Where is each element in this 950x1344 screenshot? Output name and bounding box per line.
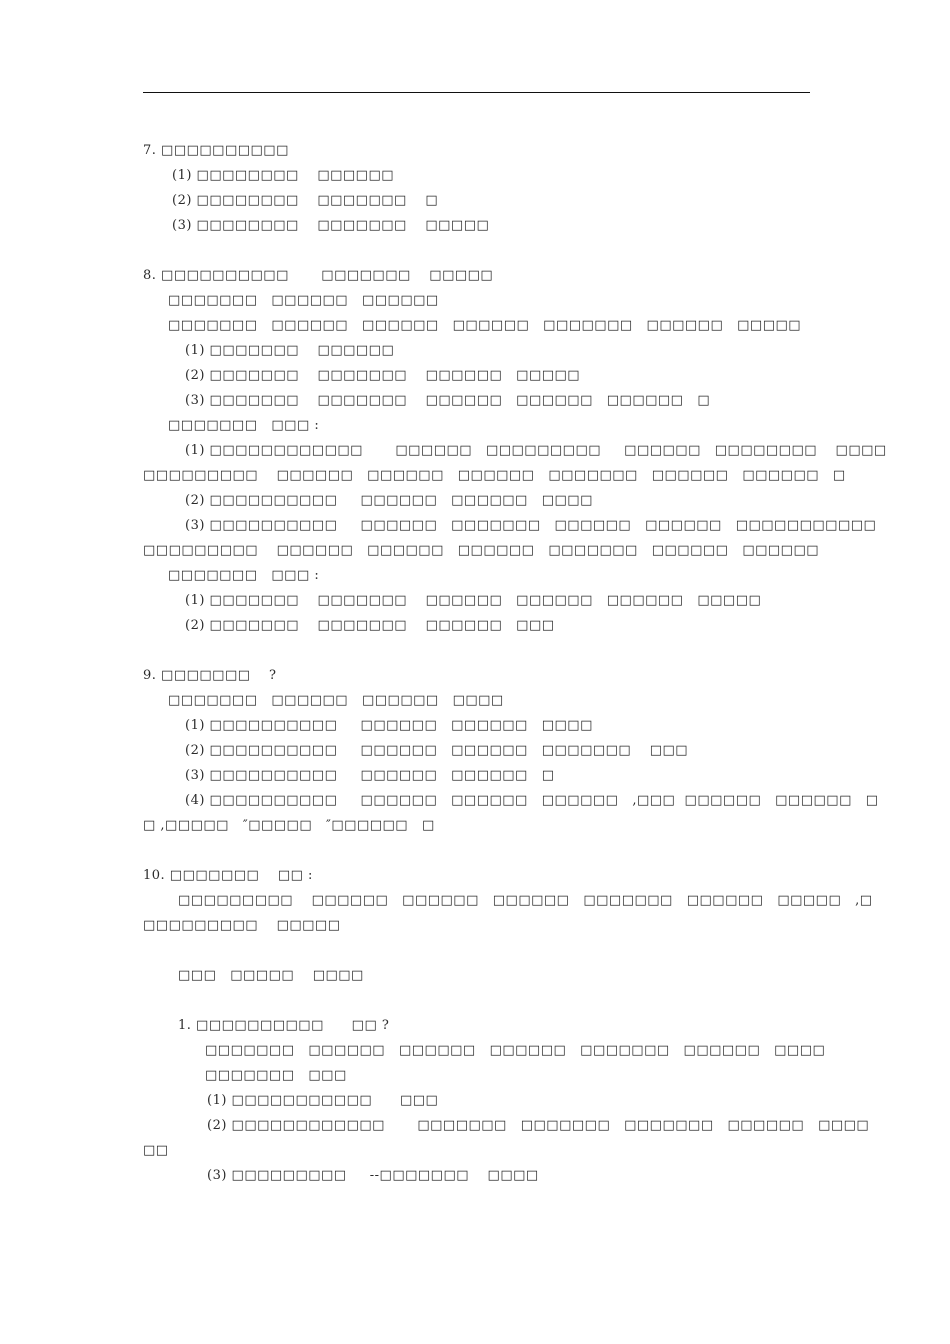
text-line: (2) □□□□□□□□□□ □□□□□□ □□□□□□ □□□□□□□ □□□: [185, 743, 689, 758]
text-line: (3) □□□□□□□□ □□□□□□□ □□□□□: [172, 218, 490, 233]
text-line: □□□□□□□ □□□□□□ □□□□□□: [168, 293, 439, 308]
text-line: □□□□□□□□□ □□□□□□ □□□□□□ □□□□□□ □□□□□□□ □□□□□□ □□□□□□ □: [143, 468, 846, 483]
text-line: (1) □□□□□□□□□□□□ □□□□□□ □□□□□□□□□ □□□□□□ □□□□□□□□ □□□□: [185, 443, 887, 458]
text-line: (1) □□□□□□□□□□ □□□□□□ □□□□□□ □□□□: [185, 718, 593, 733]
header-rule: [143, 92, 810, 93]
text-line: 1. □□□□□□□□□□ □□ ?: [178, 1018, 390, 1033]
text-line: (1) □□□□□□□□□□□ □□□: [207, 1093, 439, 1108]
text-line: □□□□□□□□□ □□□□□□ □□□□□□ □□□□□□ □□□□□□□ □□□□□□ □□□□□ ,□: [178, 893, 873, 908]
text-line: □ ,□□□□□ ″□□□□□ ″□□□□□□ □: [143, 818, 435, 833]
text-line: □□: [143, 1143, 169, 1158]
text-line: (1) □□□□□□□ □□□□□□□ □□□□□□ □□□□□□ □□□□□□ □□□□□: [185, 593, 762, 608]
text-line: (1) □□□□□□□□ □□□□□□: [172, 168, 395, 183]
text-line: □□□□□□□ □□□□□□ □□□□□□ □□□□: [168, 693, 504, 708]
text-line: 10. □□□□□□□ □□ :: [143, 868, 313, 883]
text-line: (3) □□□□□□□□□□ □□□□□□ □□□□□□□ □□□□□□ □□□□□□ □□□□□□□□□□□: [185, 518, 877, 533]
text-line: □□□□□□□□□ □□□□□□ □□□□□□ □□□□□□ □□□□□□□ □□□□□□ □□□□□□: [143, 543, 820, 558]
text-line: 7. □□□□□□□□□□: [143, 143, 289, 158]
text-line: (3) □□□□□□□ □□□□□□□ □□□□□□ □□□□□□ □□□□□□ □: [185, 393, 711, 408]
text-line: (2) □□□□□□□□ □□□□□□□ □: [172, 193, 439, 208]
text-line: □□□□□□□ □□□: [205, 1068, 347, 1083]
text-line: □□□□□□□ □□□□□□ □□□□□□ □□□□□□ □□□□□□□ □□□□□□ □□□□□: [168, 318, 802, 333]
text-line: □□□□□□□ □□□ :: [168, 418, 320, 433]
text-line: (2) □□□□□□□□□□ □□□□□□ □□□□□□ □□□□: [185, 493, 593, 508]
text-line: □□□□□□□ □□□□□□ □□□□□□ □□□□□□ □□□□□□□ □□□□□□ □□□□: [205, 1043, 826, 1058]
text-line: □□□□□□□ □□□ :: [168, 568, 320, 583]
text-line: 8. □□□□□□□□□□ □□□□□□□ □□□□□: [143, 268, 494, 283]
text-line: (2) □□□□□□□ □□□□□□□ □□□□□□ □□□: [185, 618, 555, 633]
text-line: (2) □□□□□□□ □□□□□□□ □□□□□□ □□□□□: [185, 368, 581, 383]
text-line: 9. □□□□□□□ ?: [143, 668, 277, 683]
text-line: □□□ □□□□□ □□□□: [178, 968, 364, 983]
text-line: (4) □□□□□□□□□□ □□□□□□ □□□□□□ □□□□□□ ,□□□ □□□□□□ □□□□□□ □: [185, 793, 879, 808]
text-line: (3) □□□□□□□□□□ □□□□□□ □□□□□□ □: [185, 768, 555, 783]
text-line: (1) □□□□□□□ □□□□□□: [185, 343, 395, 358]
text-line: (3) □□□□□□□□□ --□□□□□□□ □□□□: [207, 1168, 539, 1183]
text-line: (2) □□□□□□□□□□□□ □□□□□□□ □□□□□□□ □□□□□□□ □□□□□□ □□□□: [207, 1118, 870, 1133]
text-line: □□□□□□□□□ □□□□□: [143, 918, 341, 933]
